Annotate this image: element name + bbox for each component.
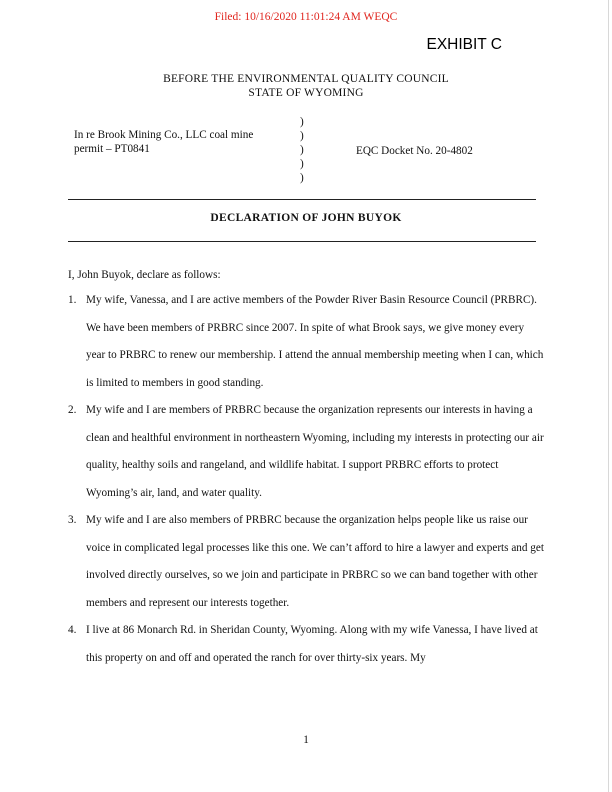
court-state: STATE OF WYOMING — [248, 87, 364, 99]
intro-line: I, John Buyok, declare as follows: — [68, 269, 221, 281]
paren: ) — [300, 144, 304, 156]
page-number: 1 — [303, 734, 309, 746]
paragraph-number: 3. — [68, 514, 77, 526]
docket-number: EQC Docket No. 20-4802 — [356, 145, 473, 157]
paren: ) — [300, 158, 304, 170]
caption-parentheses — [300, 115, 304, 185]
paragraph-text: I live at 86 Monarch Rd. in Sheridan County, Wyoming. Along with my wife Vanessa, I have lived at this property on and off and operated the ranch for over thirty-six years. My — [86, 624, 538, 664]
caption-line-1: In re Brook Mining Co., LLC coal mine — [74, 129, 254, 141]
caption-line-2: permit – PT0841 — [74, 143, 150, 155]
paragraph-2 — [68, 397, 544, 507]
paragraph-4 — [68, 617, 544, 672]
paragraph-text: My wife and I are also members of PRBRC because the organization helps people like us raise our voice in complicated legal processes like this one. We can’t afford to hire a lawyer and experts and get involved directly ourselves, so we join and participate in PRBRC so we can band together with other members and represent our interests together. — [86, 514, 544, 609]
filed-stamp: Filed: 10/16/2020 11:01:24 AM WEQC — [214, 11, 398, 23]
paragraph-text: My wife and I are members of PRBRC because the organization represents our interests in having a clean and healthful environment in northeastern Wyoming, including my interests in protecting our air quality, healthy soils and rangeland, and wildlife habitat. I support PRBRC efforts to protect Wyoming’s air, land, and water quality. — [86, 404, 544, 499]
paren: ) — [300, 116, 304, 128]
divider-bottom — [68, 241, 536, 242]
exhibit-label: EXHIBIT C — [426, 36, 502, 53]
paragraph-number: 1. — [68, 294, 77, 306]
paren: ) — [300, 172, 304, 184]
document-title: DECLARATION OF JOHN BUYOK — [210, 212, 402, 224]
paragraph-number: 2. — [68, 404, 77, 416]
paragraph-3 — [68, 507, 544, 617]
divider-top — [68, 199, 536, 200]
paragraph-text: My wife, Vanessa, and I are active members of the Powder River Basin Resource Council (PRBRC). We have been members of PRBRC since 2007. In spite of what Brook says, we give money every year to PRBRC to renew our membership. I attend the annual membership meeting when I can, which is limited to members in good standing. — [86, 294, 544, 389]
paragraph-number: 4. — [68, 624, 77, 636]
paragraph-1 — [68, 287, 544, 397]
court-heading — [0, 72, 612, 100]
paren: ) — [300, 130, 304, 142]
case-caption — [74, 128, 294, 156]
court-name: BEFORE THE ENVIRONMENTAL QUALITY COUNCIL — [163, 73, 449, 85]
page-edge — [608, 0, 609, 792]
